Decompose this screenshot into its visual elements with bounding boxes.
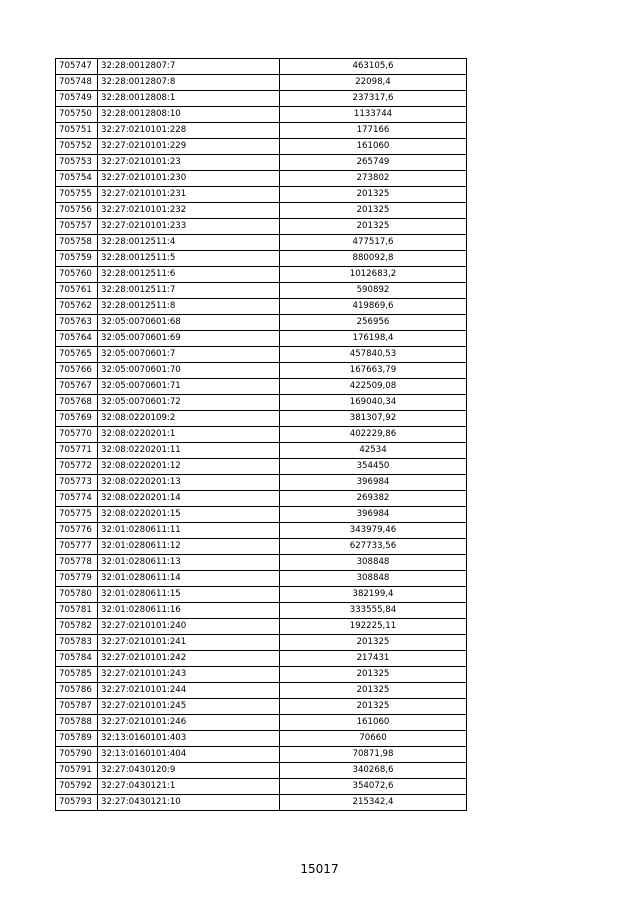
record-id-cell: 705762 [56,299,98,315]
record-id-cell: 705758 [56,235,98,251]
table-row [56,747,467,763]
cadastral-number-cell: 32:27:0210101:232 [98,203,280,219]
value-cell: 192225,11 [280,619,467,635]
cadastral-number-cell: 32:05:0070601:71 [98,379,280,395]
cadastral-number-cell: 32:08:0220201:15 [98,507,280,523]
value-cell: 343979,46 [280,523,467,539]
cadastral-number-cell: 32:27:0210101:23 [98,155,280,171]
value-cell: 354072,6 [280,779,467,795]
table-row [56,379,467,395]
value-cell: 22098,4 [280,75,467,91]
cadastral-number-cell: 32:28:0012511:6 [98,267,280,283]
record-id-cell: 705755 [56,187,98,203]
table-row [56,571,467,587]
value-cell: 201325 [280,635,467,651]
cadastral-number-cell: 32:08:0220201:12 [98,459,280,475]
record-id-cell: 705786 [56,683,98,699]
value-cell: 161060 [280,715,467,731]
value-cell: 1133744 [280,107,467,123]
cadastral-number-cell: 32:27:0430120:9 [98,763,280,779]
value-cell: 273802 [280,171,467,187]
table-row [56,283,467,299]
record-id-cell: 705792 [56,779,98,795]
value-cell: 269382 [280,491,467,507]
table-row [56,683,467,699]
value-cell: 627733,56 [280,539,467,555]
record-id-cell: 705773 [56,475,98,491]
record-id-cell: 705747 [56,59,98,75]
record-id-cell: 705777 [56,539,98,555]
value-cell: 201325 [280,219,467,235]
value-cell: 201325 [280,187,467,203]
record-id-cell: 705774 [56,491,98,507]
record-id-cell: 705790 [56,747,98,763]
cadastral-number-cell: 32:08:0220201:13 [98,475,280,491]
cadastral-number-cell: 32:27:0210101:230 [98,171,280,187]
value-cell: 169040,34 [280,395,467,411]
record-id-cell: 705761 [56,283,98,299]
cadastral-number-cell: 32:01:0280611:13 [98,555,280,571]
value-cell: 201325 [280,699,467,715]
record-id-cell: 705763 [56,315,98,331]
record-id-cell: 705752 [56,139,98,155]
table-row [56,475,467,491]
table-row [56,363,467,379]
table-row [56,315,467,331]
cadastral-number-cell: 32:27:0210101:233 [98,219,280,235]
value-cell: 382199,4 [280,587,467,603]
cadastral-number-cell: 32:27:0210101:241 [98,635,280,651]
value-cell: 265749 [280,155,467,171]
record-id-cell: 705787 [56,699,98,715]
table-row [56,603,467,619]
value-cell: 396984 [280,507,467,523]
cadastral-number-cell: 32:27:0210101:240 [98,619,280,635]
cadastral-number-cell: 32:28:0012808:1 [98,91,280,107]
table-row [56,347,467,363]
table-row [56,555,467,571]
table-row [56,59,467,75]
record-id-cell: 705754 [56,171,98,187]
value-cell: 237317,6 [280,91,467,107]
record-id-cell: 705753 [56,155,98,171]
value-cell: 308848 [280,571,467,587]
value-cell: 217431 [280,651,467,667]
record-id-cell: 705759 [56,251,98,267]
record-id-cell: 705764 [56,331,98,347]
cadastral-number-cell: 32:28:0012808:10 [98,107,280,123]
cadastral-number-cell: 32:27:0210101:229 [98,139,280,155]
cadastral-number-cell: 32:28:0012807:7 [98,59,280,75]
table-row [56,267,467,283]
cadastral-number-cell: 32:01:0280611:11 [98,523,280,539]
record-id-cell: 705756 [56,203,98,219]
table-row [56,731,467,747]
record-id-cell: 705768 [56,395,98,411]
value-cell: 463105,6 [280,59,467,75]
table-row [56,587,467,603]
record-id-cell: 705757 [56,219,98,235]
record-id-cell: 705785 [56,667,98,683]
cadastral-number-cell: 32:28:0012511:4 [98,235,280,251]
cadastral-number-cell: 32:05:0070601:70 [98,363,280,379]
table-row [56,443,467,459]
record-id-cell: 705750 [56,107,98,123]
value-cell: 177166 [280,123,467,139]
value-cell: 419869,6 [280,299,467,315]
value-cell: 333555,84 [280,603,467,619]
record-id-cell: 705775 [56,507,98,523]
cadastral-number-cell: 32:28:0012511:8 [98,299,280,315]
cadastral-number-cell: 32:27:0210101:244 [98,683,280,699]
cadastral-number-cell: 32:27:0430121:1 [98,779,280,795]
cadastral-value-table [55,58,467,811]
value-cell: 201325 [280,203,467,219]
cadastral-number-cell: 32:13:0160101:404 [98,747,280,763]
value-cell: 201325 [280,683,467,699]
record-id-cell: 705783 [56,635,98,651]
record-id-cell: 705749 [56,91,98,107]
table-row [56,699,467,715]
record-id-cell: 705782 [56,619,98,635]
cadastral-number-cell: 32:01:0280611:12 [98,539,280,555]
value-cell: 396984 [280,475,467,491]
cadastral-number-cell: 32:28:0012807:8 [98,75,280,91]
value-cell: 308848 [280,555,467,571]
value-cell: 70660 [280,731,467,747]
cadastral-number-cell: 32:08:0220201:14 [98,491,280,507]
record-id-cell: 705781 [56,603,98,619]
cadastral-number-cell: 32:27:0210101:246 [98,715,280,731]
record-id-cell: 705779 [56,571,98,587]
cadastral-number-cell: 32:01:0280611:16 [98,603,280,619]
record-id-cell: 705776 [56,523,98,539]
table-row [56,459,467,475]
value-cell: 457840,53 [280,347,467,363]
value-cell: 381307,92 [280,411,467,427]
cadastral-number-cell: 32:01:0280611:14 [98,571,280,587]
record-id-cell: 705770 [56,427,98,443]
cadastral-number-cell: 32:28:0012511:7 [98,283,280,299]
record-id-cell: 705778 [56,555,98,571]
value-cell: 477517,6 [280,235,467,251]
record-id-cell: 705748 [56,75,98,91]
value-cell: 1012683,2 [280,267,467,283]
cadastral-number-cell: 32:28:0012511:5 [98,251,280,267]
value-cell: 880092,8 [280,251,467,267]
cadastral-number-cell: 32:27:0210101:242 [98,651,280,667]
table-row [56,395,467,411]
table-row [56,235,467,251]
value-cell: 215342,4 [280,795,467,811]
table-row [56,619,467,635]
table-row [56,123,467,139]
page-number: 15017 [300,862,339,876]
record-id-cell: 705769 [56,411,98,427]
table-row [56,427,467,443]
record-id-cell: 705766 [56,363,98,379]
record-id-cell: 705784 [56,651,98,667]
cadastral-number-cell: 32:05:0070601:68 [98,315,280,331]
table-row [56,331,467,347]
table-row [56,667,467,683]
cadastral-number-cell: 32:13:0160101:403 [98,731,280,747]
cadastral-number-cell: 32:27:0210101:228 [98,123,280,139]
table-row [56,91,467,107]
table-row [56,507,467,523]
table-row [56,219,467,235]
table-row [56,539,467,555]
value-cell: 161060 [280,139,467,155]
cadastral-number-cell: 32:05:0070601:7 [98,347,280,363]
record-id-cell: 705791 [56,763,98,779]
table-row [56,139,467,155]
cadastral-number-cell: 32:08:0220109:2 [98,411,280,427]
record-id-cell: 705789 [56,731,98,747]
table-row [56,523,467,539]
table-row [56,171,467,187]
table-row [56,107,467,123]
record-id-cell: 705767 [56,379,98,395]
record-id-cell: 705793 [56,795,98,811]
table-row [56,779,467,795]
table-row [56,203,467,219]
value-cell: 201325 [280,667,467,683]
record-id-cell: 705772 [56,459,98,475]
value-cell: 167663,79 [280,363,467,379]
record-id-cell: 705760 [56,267,98,283]
table-row [56,635,467,651]
cadastral-number-cell: 32:27:0210101:243 [98,667,280,683]
table-row [56,251,467,267]
table-row [56,155,467,171]
cadastral-number-cell: 32:05:0070601:72 [98,395,280,411]
table-row [56,299,467,315]
table-row [56,651,467,667]
cadastral-number-cell: 32:08:0220201:11 [98,443,280,459]
table-row [56,763,467,779]
value-cell: 70871,98 [280,747,467,763]
cadastral-number-cell: 32:05:0070601:69 [98,331,280,347]
value-cell: 402229,86 [280,427,467,443]
record-id-cell: 705751 [56,123,98,139]
record-id-cell: 705780 [56,587,98,603]
record-id-cell: 705765 [56,347,98,363]
table-row [56,795,467,811]
value-cell: 590892 [280,283,467,299]
value-cell: 422509,08 [280,379,467,395]
cadastral-number-cell: 32:01:0280611:15 [98,587,280,603]
cadastral-number-cell: 32:27:0210101:231 [98,187,280,203]
value-cell: 340268,6 [280,763,467,779]
table-row [56,75,467,91]
cadastral-number-cell: 32:27:0430121:10 [98,795,280,811]
cadastral-number-cell: 32:08:0220201:1 [98,427,280,443]
table-body [56,59,467,811]
record-id-cell: 705771 [56,443,98,459]
table-row [56,491,467,507]
value-cell: 354450 [280,459,467,475]
table-row [56,715,467,731]
value-cell: 176198,4 [280,331,467,347]
table-row [56,187,467,203]
value-cell: 256956 [280,315,467,331]
value-cell: 42534 [280,443,467,459]
table-row [56,411,467,427]
cadastral-number-cell: 32:27:0210101:245 [98,699,280,715]
record-id-cell: 705788 [56,715,98,731]
